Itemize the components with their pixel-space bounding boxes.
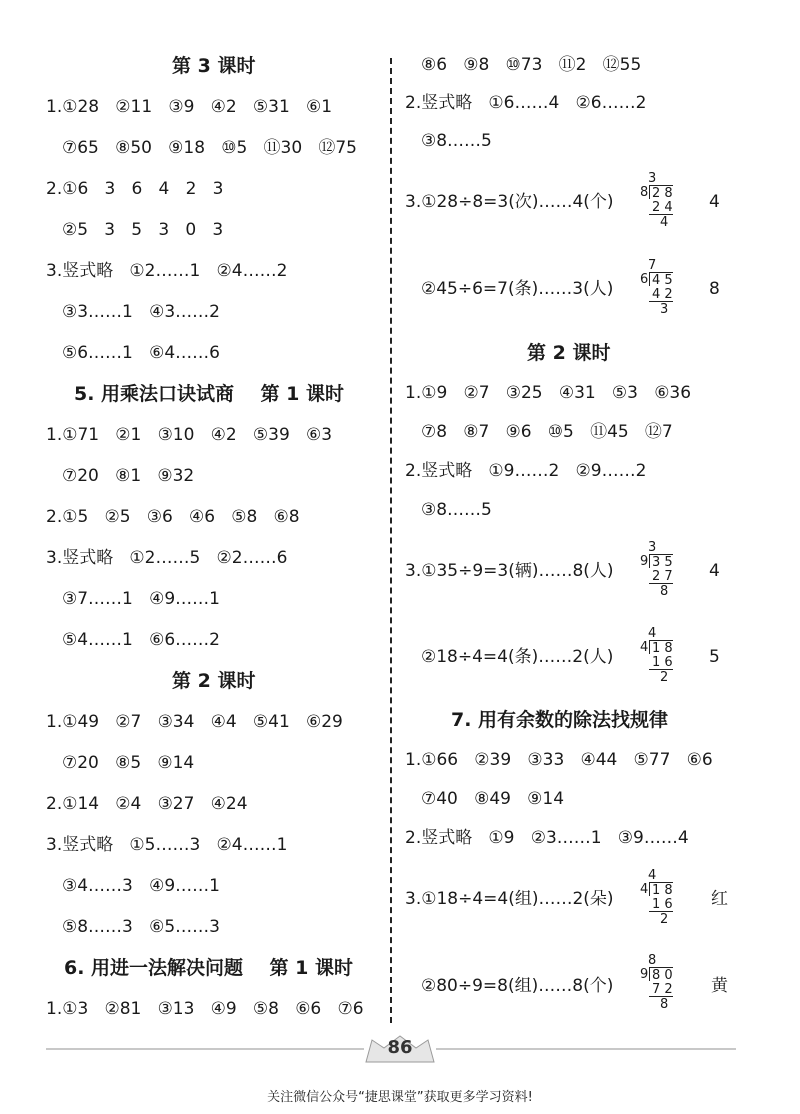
answer-line: ⑤8……3 ⑥5……3 bbox=[62, 917, 220, 937]
answer-line: 3.竖式略 ①2……5 ②2……6 bbox=[46, 548, 288, 568]
final-answer: 5 bbox=[709, 647, 720, 667]
division-bracket bbox=[649, 882, 650, 896]
section-title: 第 3 课时 bbox=[172, 55, 256, 77]
answer-line: ②80÷9=8(组)……8(个) bbox=[421, 976, 614, 996]
answer-line: ⑦20 ⑧5 ⑨14 bbox=[62, 753, 195, 773]
divisor: 9 bbox=[640, 967, 649, 982]
division-bracket bbox=[649, 554, 650, 568]
final-answer: 黄 bbox=[711, 976, 728, 996]
answer-line: ⑦20 ⑧1 ⑨32 bbox=[62, 466, 195, 486]
quotient: 4 bbox=[648, 868, 657, 883]
answer-line: ③8……5 bbox=[421, 500, 492, 520]
answer-line: ⑤4……1 ⑥6……2 bbox=[62, 630, 220, 650]
remainder: 2 bbox=[660, 670, 669, 685]
answer-line: ⑦8 ⑧7 ⑨6 ⑩5 ⑪45 ⑫7 bbox=[421, 422, 673, 442]
final-answer: 红 bbox=[711, 889, 728, 909]
answer-line: ⑤6……1 ⑥4……6 bbox=[62, 343, 220, 363]
product: 4 2 bbox=[652, 287, 673, 302]
answer-line: 2.①6 3 6 4 2 3 bbox=[46, 179, 224, 199]
answer-line: ③8……5 bbox=[421, 131, 492, 151]
section-title: 7. 用有余数的除法找规律 bbox=[451, 709, 669, 731]
final-answer: 8 bbox=[709, 279, 720, 299]
answer-line: 3.竖式略 ①2……1 ②4……2 bbox=[46, 261, 288, 281]
product: 7 2 bbox=[652, 982, 673, 997]
divisor: 9 bbox=[640, 554, 649, 569]
final-answer: 4 bbox=[709, 561, 720, 581]
answer-line: 2.竖式略 ①6……4 ②6……2 bbox=[405, 93, 647, 113]
divisor: 8 bbox=[640, 185, 649, 200]
answer-line: ③7……1 ④9……1 bbox=[62, 589, 220, 609]
quotient: 3 bbox=[648, 540, 657, 555]
remainder: 3 bbox=[660, 302, 669, 317]
dividend: 1 8 bbox=[652, 883, 673, 898]
footer-rule bbox=[436, 1048, 736, 1050]
answer-line: 1.①66 ②39 ③33 ④44 ⑤77 ⑥6 bbox=[405, 750, 713, 770]
quotient: 4 bbox=[648, 626, 657, 641]
division-bracket bbox=[649, 185, 650, 199]
answer-line: 3.①28÷8=3(次)……4(个) bbox=[405, 192, 614, 212]
answer-line: ②18÷4=4(条)……2(人) bbox=[421, 647, 614, 667]
section-title: 第 2 课时 bbox=[527, 342, 611, 364]
product: 2 4 bbox=[652, 200, 673, 215]
remainder: 8 bbox=[660, 997, 669, 1012]
answer-line: ③3……1 ④3……2 bbox=[62, 302, 220, 322]
answer-line: ②5 3 5 3 0 3 bbox=[62, 220, 224, 240]
remainder: 4 bbox=[660, 215, 669, 230]
answer-line: ②45÷6=7(条)……3(人) bbox=[421, 279, 614, 299]
column-divider bbox=[390, 58, 392, 1023]
answer-line: ⑦40 ⑧49 ⑨14 bbox=[421, 789, 565, 809]
divisor: 4 bbox=[640, 882, 649, 897]
answer-line: 3.①18÷4=4(组)……2(朵) bbox=[405, 889, 614, 909]
dividend: 1 8 bbox=[652, 641, 673, 656]
long-division bbox=[640, 953, 673, 1084]
answer-line: ③4……3 ④9……1 bbox=[62, 876, 220, 896]
product: 1 6 bbox=[652, 897, 673, 912]
dividend: 3 5 bbox=[652, 555, 673, 570]
page-number: 86 bbox=[387, 1037, 413, 1058]
remainder: 2 bbox=[660, 912, 669, 927]
product: 1 6 bbox=[652, 655, 673, 670]
footer-note: 关注微信公众号“捷思课堂”获取更多学习资料! bbox=[267, 1090, 533, 1105]
answer-line: 2.①14 ②4 ③27 ④24 bbox=[46, 794, 248, 814]
remainder: 8 bbox=[660, 584, 669, 599]
section-title: 6. 用进一法解决问题 第 1 课时 bbox=[64, 957, 353, 979]
answer-line: 1.①28 ②11 ③9 ④2 ⑤31 ⑥1 bbox=[46, 97, 333, 117]
quotient: 7 bbox=[648, 258, 657, 273]
division-bracket bbox=[649, 272, 650, 286]
answer-line: 3.竖式略 ①5……3 ②4……1 bbox=[46, 835, 288, 855]
divisor: 4 bbox=[640, 640, 649, 655]
division-bracket bbox=[649, 967, 650, 981]
answer-line: 1.①3 ②81 ③13 ④9 ⑤8 ⑥6 ⑦6 bbox=[46, 999, 364, 1019]
answer-line: 1.①71 ②1 ③10 ④2 ⑤39 ⑥3 bbox=[46, 425, 333, 445]
footer-rule bbox=[46, 1048, 364, 1050]
answer-line: 1.①49 ②7 ③34 ④4 ⑤41 ⑥29 bbox=[46, 712, 343, 732]
division-bracket bbox=[649, 640, 650, 654]
dividend: 8 0 bbox=[652, 968, 673, 983]
long-division bbox=[640, 626, 673, 757]
quotient: 8 bbox=[648, 953, 657, 968]
quotient: 3 bbox=[648, 171, 657, 186]
answer-line: 2.竖式略 ①9 ②3……1 ③9……4 bbox=[405, 828, 689, 848]
final-answer: 4 bbox=[709, 192, 720, 212]
section-title: 5. 用乘法口诀试商 第 1 课时 bbox=[74, 383, 344, 405]
answer-line: 2.①5 ②5 ③6 ④6 ⑤8 ⑥8 bbox=[46, 507, 300, 527]
divisor: 6 bbox=[640, 272, 649, 287]
long-division bbox=[640, 258, 673, 389]
dividend: 2 8 bbox=[652, 186, 673, 201]
product: 2 7 bbox=[652, 569, 673, 584]
section-title: 第 2 课时 bbox=[172, 670, 256, 692]
answer-line: 3.①35÷9=3(辆)……8(人) bbox=[405, 561, 614, 581]
answer-line: 1.①9 ②7 ③25 ④31 ⑤3 ⑥36 bbox=[405, 383, 692, 403]
answer-line: ⑧6 ⑨8 ⑩73 ⑪2 ⑫55 bbox=[421, 55, 642, 75]
answer-line: ⑦65 ⑧50 ⑨18 ⑩5 ⑪30 ⑫75 bbox=[62, 138, 357, 158]
dividend: 4 5 bbox=[652, 273, 673, 288]
answer-line: 2.竖式略 ①9……2 ②9……2 bbox=[405, 461, 647, 481]
